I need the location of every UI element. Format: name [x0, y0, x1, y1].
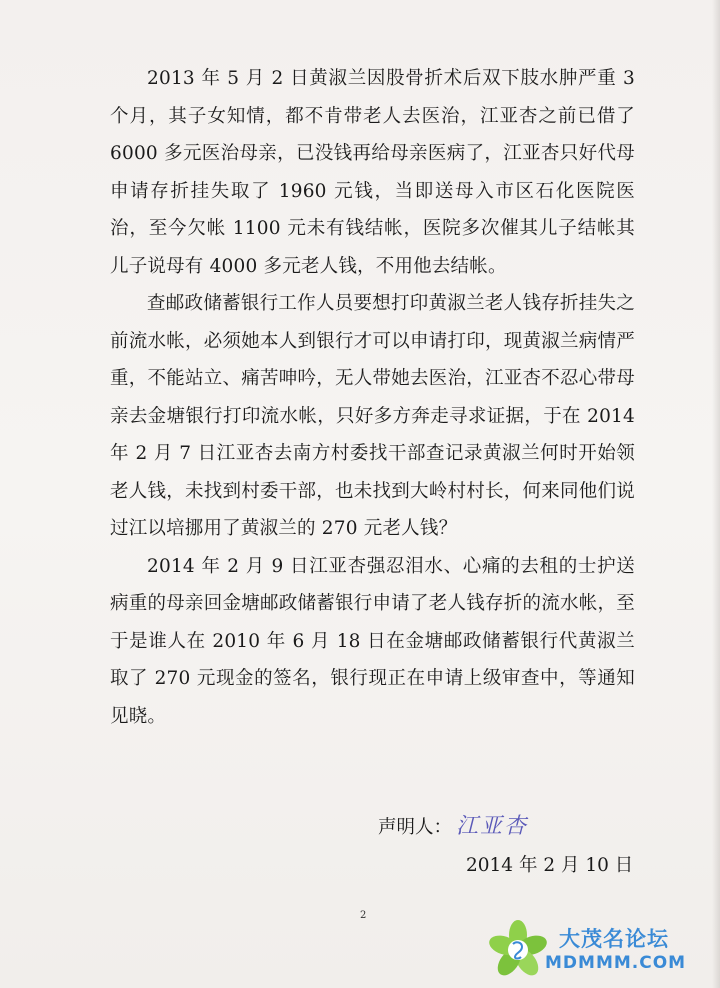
paragraph-3: 2014 年 2 月 9 日江亚杏强忍泪水、心痛的去租的士护送病重的母亲回金塘邮政储蓄银行申请了老人钱存折的流水帐，至于是谁人在 2010 年 6 月 18 日在金塘邮政储蓄银行代黄淑兰取了 270 元现金的签名，银行现正在申请上级审查中，等通知见晓。 [110, 555, 635, 727]
paragraph-2: 查邮政储蓄银行工作人员要想打印黄淑兰老人钱存折挂失之前流水帐，必须她本人到银行才可以申请打印，现黄淑兰病情严重，不能站立、痛苦呻吟，无人带她去医治，江亚杏不忍心带母亲去金塘银行打印流水帐，只好多方奔走寻求证据，于在 2014 年 2 月 7 日江亚杏去南方村委找干部查记录黄淑兰何时开始领老人钱，未找到村委干部，也未找到大岭村村长，何来同他们说过江以培挪用了黄淑兰的 270 元老人钱？ [110, 293, 635, 539]
page-number: 2 [360, 910, 367, 921]
paragraph-1: 2013 年 5 月 2 日黄淑兰因股骨折术后双下肢水肿严重 3 个月，其子女知情，都不肯带老人去医治，江亚杏之前已借了 6000 多元医治母亲，已没钱再给母亲医病了，江亚杏只好代母申请存折挂失取了 1960 元钱，当即送母入市区石化医院医治，至今欠帐 1100 元未有钱结帐，医院多次催其儿子结帐其儿子说母有 4000 多元老人钱，不用他去结帐。 [110, 68, 635, 277]
document-body [110, 60, 635, 735]
watermark-domain: MDMMM.COM [545, 953, 687, 973]
signature-name: 江亚杏 [456, 814, 529, 839]
flower-logo-icon [487, 919, 549, 981]
signature-label: 声明人： [378, 817, 453, 838]
signature-line [378, 812, 528, 843]
site-watermark [487, 917, 712, 981]
page-edge-shadow [712, 0, 720, 988]
document-date: 2014 年 2 月 10 日 [466, 855, 634, 876]
watermark-site-name: 大茂名论坛 [559, 927, 669, 951]
